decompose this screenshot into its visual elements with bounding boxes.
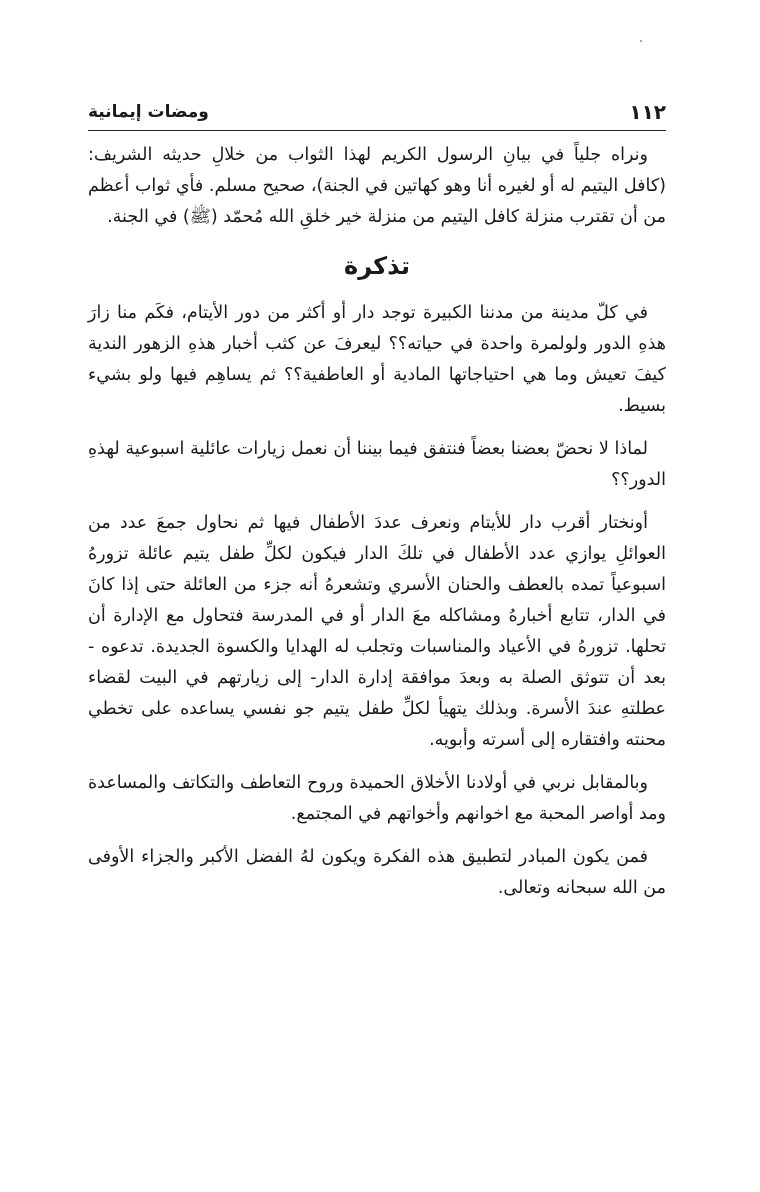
paragraph-weekly-visits: لماذا لا نحضّ بعضنا بعضاً فنتفق فيما بيننا أن نعمل زيارات عائلية اسبوعية لهذهِ الدور؟؟ (88, 439, 666, 490)
page-header (88, 96, 666, 131)
scan-speck (640, 40, 642, 42)
section-title: تذكرة (344, 252, 410, 280)
paragraph-proposal: أونختار أقرب دار للأيتام ونعرف عددَ الأطفال فيها ثم نحاول جمعَ عدد من العوائلِ يوازي عدد الأطفال في تلكَ الدار فيكون لكلِّ طفل يتيم عائلة تزورهُ اسبوعياً تمده بالعطف والحنان الأسري وتشعرهُ أنه جزء من العائلة حتى إذا كانَ في الدار، تتابع أخبارهُ ومشاكله معَ الدار أو في المدرسة فتحاول مع الإدارة أن تحلها. تزورهُ في الأعياد والمناسبات وتجلب له الهدايا والكسوة الجديدة. تدعوه - بعد أن تتوثق الصلة به وبعدَ موافقة إدارة الدار- إلى زيارتهم في البيت لقضاء عطلتهِ عندَ الأسرة. وبذلك يتهيأ لكلِّ طفل يتيم جو نفسي يساعده على تخطي محنته وافتقاره إلى أسرته وأبويه. (88, 513, 666, 750)
paragraph-orphanages: في كلّ مدينة من مدننا الكبيرة توجد دار أو أكثر من دور الأيتام، فكَم منا زارَ هذهِ الدور ولولمرة واحدة في حياته؟؟ ليعرفَ عن كثب أخبار هذهِ الزهور الندية كيفَ تعيش وما هي احتياجاتها المادية أو العاطفية؟؟ ثم يساهِم فيها ولو بشيء بسيط. (88, 303, 666, 416)
paragraph-closing: فمن يكون المبادر لتطبيق هذه الفكرة ويكون لهُ الفضل الأكبر والجزاء الأوفى من الله سبحانه وتعالى. (88, 847, 666, 898)
page-number: ١١٢ (629, 100, 666, 124)
paragraph-children-values: وبالمقابل نربي في أولادنا الأخلاق الحميدة وروح التعاطف والتكاتف والمساعدة ومد أواصر المحبة مع اخوانهم وأخواتهم في المجتمع. (88, 773, 666, 824)
running-book-title: ومضات إيمانية (88, 102, 209, 122)
page-body (88, 140, 666, 916)
paragraph-hadith: ونراه جلياً في بيانِ الرسول الكريم لهذا الثواب من خلالِ حديثه الشريف: (كافل اليتيم له أو لغيره أنا وهو كهاتين في الجنة)، صحيح مسلم. فأي ثواب أعظم من أن تقترب منزلة كافل اليتيم من منزلة خير خلقِ الله مُحمّد (ﷺ) في الجنة. (88, 145, 666, 227)
